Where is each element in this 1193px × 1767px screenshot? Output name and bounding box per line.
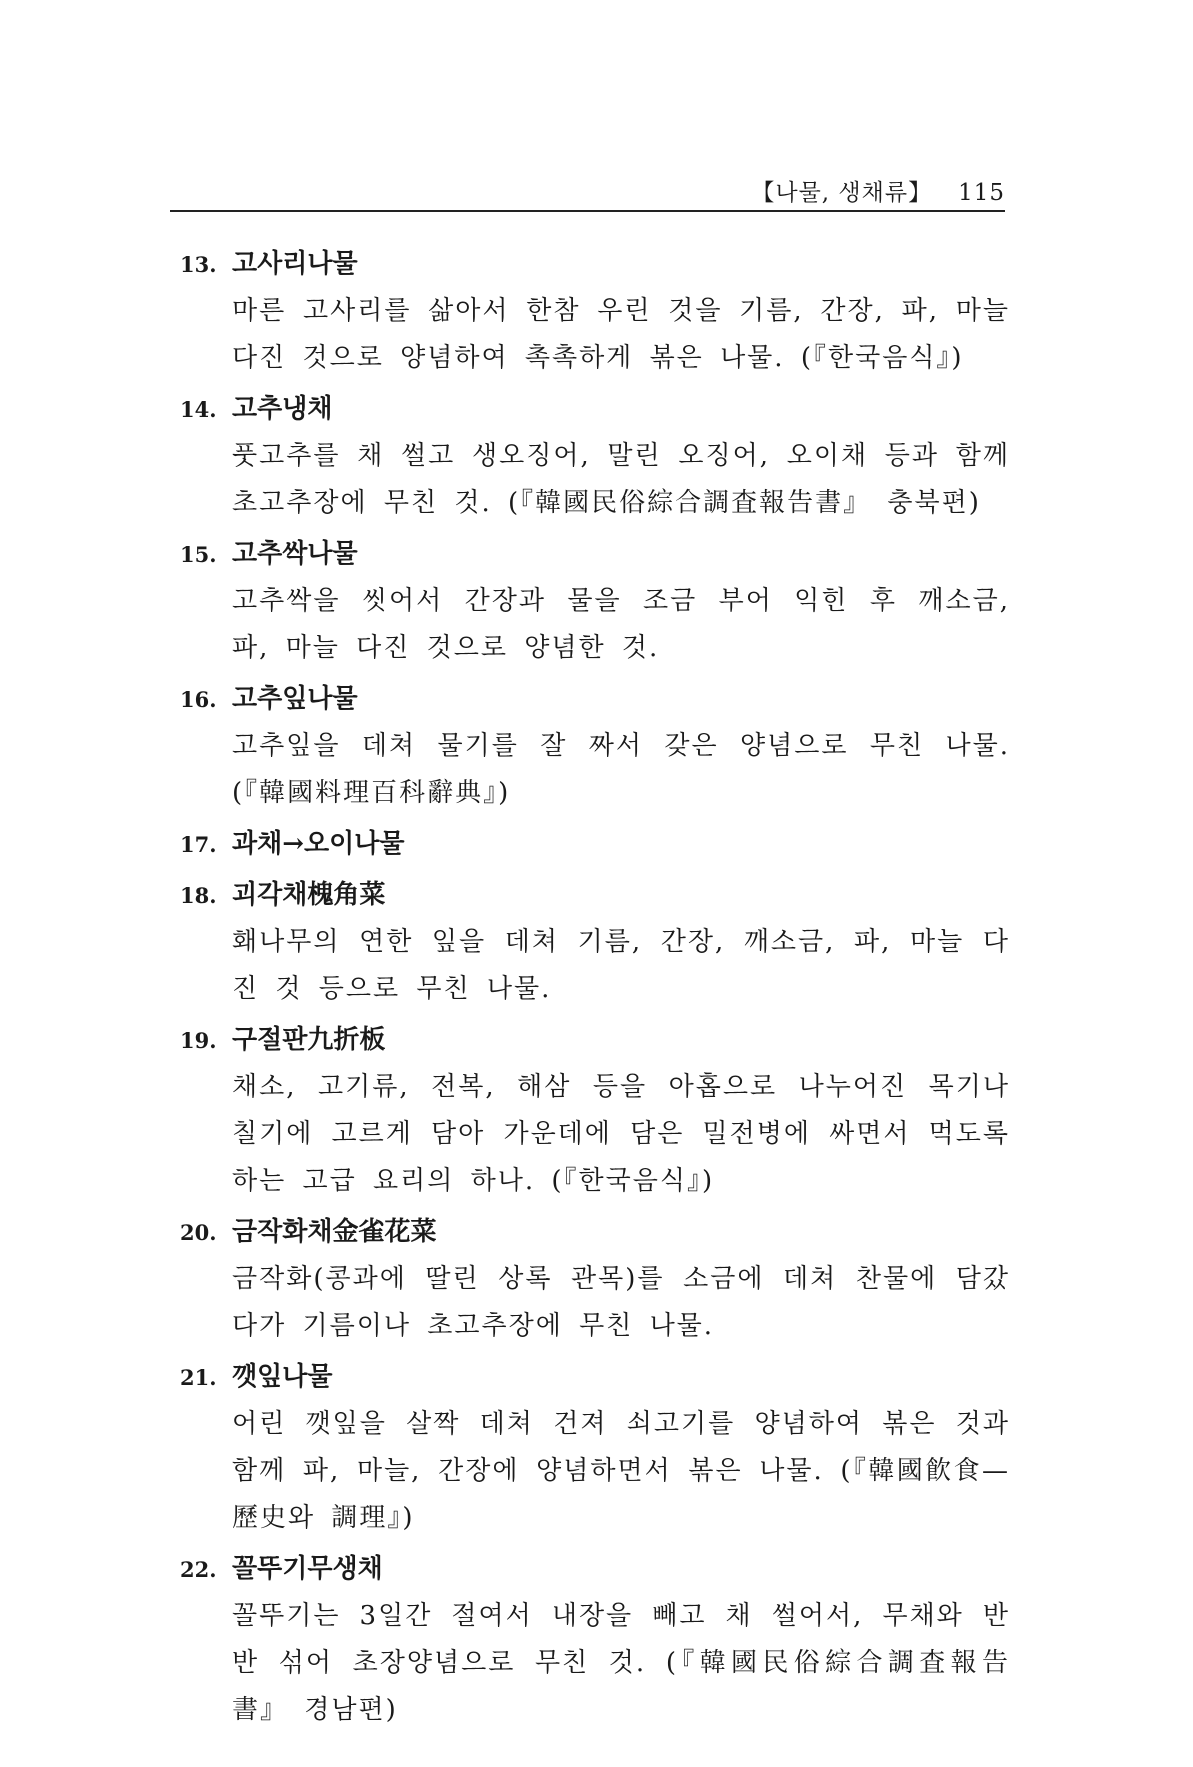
entry-number: 16.: [180, 687, 217, 712]
entry-description: 고추싹을 씻어서 간장과 물을 조금 부어 익힌 후 깨소금, 파, 마늘 다진 것으로 양념한 것.: [232, 586, 1010, 663]
entry-title: 고추냉채: [232, 394, 333, 424]
entry-21: [180, 1353, 1010, 1542]
entry-number: 17.: [180, 832, 217, 857]
entry-18: [180, 871, 1010, 1013]
entry-19: [180, 1016, 1010, 1205]
entry-description: 풋고추를 채 썰고 생오징어, 말린 오징어, 오이채 등과 함께 초고추장에 무친 것. (『韓國民俗綜合調査報告書』 충북편): [232, 441, 1010, 518]
entry-heading: [180, 675, 1010, 723]
entry-16: [180, 675, 1010, 817]
entry-17: [180, 820, 1010, 868]
entry-description: 어린 깻잎을 살짝 데쳐 건져 쇠고기를 양념하여 볶은 것과 함께 파, 마늘, 간장에 양념하면서 볶은 나물. (『韓國飮食—歷史와 調理』): [232, 1409, 1010, 1533]
entry-description: 꼴뚜기는 3일간 절여서 내장을 빼고 채 썰어서, 무채와 반반 섞어 초장양념으로 무친 것. (『韓國民俗綜合調査報告書』 경남편): [232, 1601, 1010, 1725]
entry-heading: [180, 1353, 1010, 1401]
section-title: 【나물, 생채류】: [751, 180, 933, 206]
entry-title: 금작화채金雀花菜: [232, 1217, 437, 1247]
entry-description: 금작화(콩과에 딸린 상록 관목)를 소금에 데쳐 찬물에 담갔다가 기름이나 초고추장에 무친 나물.: [232, 1264, 1010, 1341]
entry-14: [180, 385, 1010, 527]
header-text: [751, 174, 1005, 207]
entry-title: 과채→오이나물: [232, 829, 405, 859]
entry-heading: [180, 385, 1010, 433]
entry-number: 20.: [180, 1220, 217, 1245]
entry-list: [180, 240, 1010, 1737]
entry-20: [180, 1208, 1010, 1350]
entry-number: 14.: [180, 397, 217, 422]
entry-heading: [180, 1016, 1010, 1064]
entry-description: 마른 고사리를 삶아서 한참 우린 것을 기름, 간장, 파, 마늘 다진 것으로 양념하여 촉촉하게 볶은 나물. (『한국음식』): [232, 296, 1010, 373]
entry-title: 꼴뚜기무생채: [232, 1554, 383, 1584]
entry-title: 고사리나물: [232, 249, 358, 279]
entry-heading: [180, 871, 1010, 919]
entry-number: 21.: [180, 1365, 217, 1390]
entry-number: 15.: [180, 542, 217, 567]
entry-heading: [180, 240, 1010, 288]
entry-title: 괴각채槐角菜: [232, 880, 386, 910]
entry-description: 홰나무의 연한 잎을 데쳐 기름, 간장, 깨소금, 파, 마늘 다진 것 등으로 무친 나물.: [232, 927, 1010, 1004]
entry-heading: [180, 1208, 1010, 1256]
entry-22: [180, 1545, 1010, 1734]
entry-description: 채소, 고기류, 전복, 해삼 등을 아홉으로 나누어진 목기나 칠기에 고르게 담아 가운데에 담은 밀전병에 싸면서 먹도록 하는 고급 요리의 하나. (『한국음식』): [232, 1072, 1010, 1196]
entry-13: [180, 240, 1010, 382]
entry-number: 22.: [180, 1557, 217, 1582]
entry-heading: [180, 820, 1010, 868]
entry-number: 19.: [180, 1028, 217, 1053]
entry-number: 13.: [180, 252, 217, 277]
entry-title: 고추싹나물: [232, 539, 358, 569]
running-header: [170, 166, 1005, 212]
entry-heading: [180, 1545, 1010, 1593]
entry-description: 고추잎을 데쳐 물기를 잘 짜서 갖은 양념으로 무친 나물. (『韓國料理百科辭典』): [232, 731, 1010, 808]
entry-15: [180, 530, 1010, 672]
entry-number: 18.: [180, 883, 217, 908]
entry-heading: [180, 530, 1010, 578]
entry-title: 깻잎나물: [232, 1362, 333, 1392]
entry-title: 고추잎나물: [232, 684, 358, 714]
page-number: 115: [958, 180, 1005, 206]
entry-title: 구절판九折板: [232, 1025, 386, 1055]
